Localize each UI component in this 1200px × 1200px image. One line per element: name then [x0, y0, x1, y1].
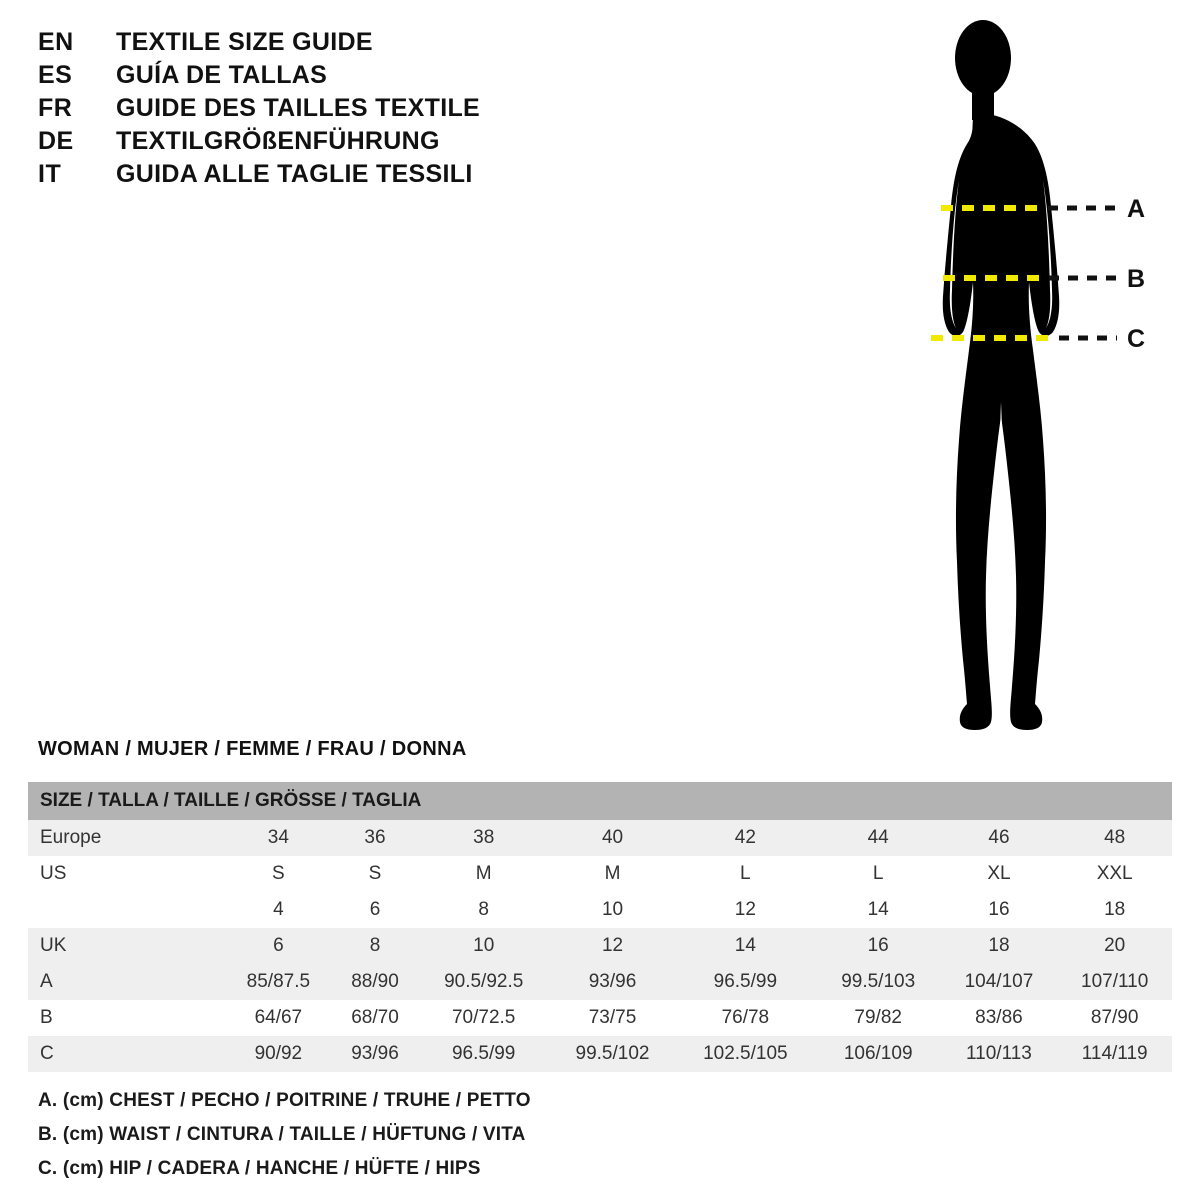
figure-area: [855, 10, 1185, 760]
legend-line-waist: B. (cm) WAIST / CINTURA / TAILLE / HÜFTUNG / VITA: [38, 1124, 526, 1145]
title-row-it: [38, 160, 558, 189]
cell-c-2: 96.5/99: [417, 1036, 550, 1072]
cell-a-6: 104/107: [941, 964, 1058, 1000]
cell-us-3: M: [550, 856, 675, 892]
legend-line-chest: A. (cm) CHEST / PECHO / POITRINE / TRUHE / PETTO: [38, 1090, 531, 1111]
cell-uk-0: 6: [224, 928, 333, 964]
cell-a-7: 107/110: [1057, 964, 1172, 1000]
cell-us-1: S: [333, 856, 418, 892]
cell-c-1: 93/96: [333, 1036, 418, 1072]
cell-uk-2: 10: [417, 928, 550, 964]
table-row: [28, 1000, 1172, 1036]
cell-europe-4: 42: [675, 820, 816, 856]
language-code-es: ES: [38, 61, 73, 89]
cell-c-4: 102.5/105: [675, 1036, 816, 1072]
cell-uk-6: 18: [941, 928, 1058, 964]
cell-b-1: 68/70: [333, 1000, 418, 1036]
table-row: [28, 1036, 1172, 1072]
cell-uk-3: 12: [550, 928, 675, 964]
cell-us-4: L: [675, 856, 816, 892]
table-row: [28, 856, 1172, 892]
cell-usnum-5: 14: [816, 892, 941, 928]
cell-uk-5: 16: [816, 928, 941, 964]
row-label-europe: Europe: [28, 820, 224, 856]
cell-europe-1: 36: [333, 820, 418, 856]
cell-c-3: 99.5/102: [550, 1036, 675, 1072]
cell-b-0: 64/67: [224, 1000, 333, 1036]
cell-c-5: 106/109: [816, 1036, 941, 1072]
title-block: [38, 28, 558, 193]
row-label-c: C: [28, 1036, 224, 1072]
cell-b-3: 73/75: [550, 1000, 675, 1036]
legend: [38, 1090, 738, 1192]
row-label-b: B: [28, 1000, 224, 1036]
cell-b-7: 87/90: [1057, 1000, 1172, 1036]
language-code-en: EN: [38, 28, 74, 56]
title-text-it: GUIDA ALLE TAGLIE TESSILI: [116, 160, 473, 188]
table-header-label: SIZE / TALLA / TAILLE / GRÖSSE / TAGLIA: [28, 782, 1172, 820]
language-code-fr: FR: [38, 94, 73, 122]
cell-a-0: 85/87.5: [224, 964, 333, 1000]
title-row-es: [38, 61, 558, 90]
cell-b-6: 83/86: [941, 1000, 1058, 1036]
cell-usnum-2: 8: [417, 892, 550, 928]
cell-a-5: 99.5/103: [816, 964, 941, 1000]
female-silhouette-icon: [855, 10, 1185, 760]
row-label-us-numeric: [28, 892, 224, 928]
title-row-de: [38, 127, 558, 156]
size-table: [28, 782, 1172, 1072]
cell-c-6: 110/113: [941, 1036, 1058, 1072]
cell-a-3: 93/96: [550, 964, 675, 1000]
title-text-fr: GUIDE DES TAILLES TEXTILE: [116, 94, 481, 122]
cell-us-2: M: [417, 856, 550, 892]
cell-usnum-3: 10: [550, 892, 675, 928]
cell-us-7: XXL: [1057, 856, 1172, 892]
title-row-fr: [38, 94, 558, 123]
row-label-us: US: [28, 856, 224, 892]
language-code-de: DE: [38, 127, 74, 155]
table-row: [28, 892, 1172, 928]
section-label: WOMAN / MUJER / FEMME / FRAU / DONNA: [38, 738, 467, 760]
cell-us-5: L: [816, 856, 941, 892]
table-row: [28, 820, 1172, 856]
cell-europe-5: 44: [816, 820, 941, 856]
cell-us-0: S: [224, 856, 333, 892]
legend-line-hip: C. (cm) HIP / CADERA / HANCHE / HÜFTE / HIPS: [38, 1158, 481, 1179]
cell-usnum-4: 12: [675, 892, 816, 928]
table-header-row: [28, 782, 1172, 820]
row-label-uk: UK: [28, 928, 224, 964]
row-label-a: A: [28, 964, 224, 1000]
cell-uk-4: 14: [675, 928, 816, 964]
waist-marker-label: B: [1127, 265, 1146, 293]
cell-usnum-6: 16: [941, 892, 1058, 928]
title-text-de: TEXTILGRÖßENFÜHRUNG: [116, 127, 440, 155]
cell-a-2: 90.5/92.5: [417, 964, 550, 1000]
title-row-en: [38, 28, 558, 57]
cell-europe-2: 38: [417, 820, 550, 856]
cell-us-6: XL: [941, 856, 1058, 892]
table-row: [28, 964, 1172, 1000]
hip-marker-label: C: [1127, 325, 1146, 353]
language-code-it: IT: [38, 160, 62, 188]
cell-b-5: 79/82: [816, 1000, 941, 1036]
table-row: [28, 928, 1172, 964]
cell-a-4: 96.5/99: [675, 964, 816, 1000]
cell-europe-0: 34: [224, 820, 333, 856]
cell-b-4: 76/78: [675, 1000, 816, 1036]
cell-uk-1: 8: [333, 928, 418, 964]
chest-marker-label: A: [1127, 195, 1146, 223]
cell-europe-3: 40: [550, 820, 675, 856]
title-text-es: GUÍA DE TALLAS: [116, 61, 328, 89]
cell-uk-7: 20: [1057, 928, 1172, 964]
cell-a-1: 88/90: [333, 964, 418, 1000]
cell-usnum-0: 4: [224, 892, 333, 928]
cell-c-0: 90/92: [224, 1036, 333, 1072]
cell-b-2: 70/72.5: [417, 1000, 550, 1036]
title-text-en: TEXTILE SIZE GUIDE: [116, 28, 373, 56]
cell-usnum-1: 6: [333, 892, 418, 928]
cell-c-7: 114/119: [1057, 1036, 1172, 1072]
cell-europe-7: 48: [1057, 820, 1172, 856]
cell-europe-6: 46: [941, 820, 1058, 856]
cell-usnum-7: 18: [1057, 892, 1172, 928]
